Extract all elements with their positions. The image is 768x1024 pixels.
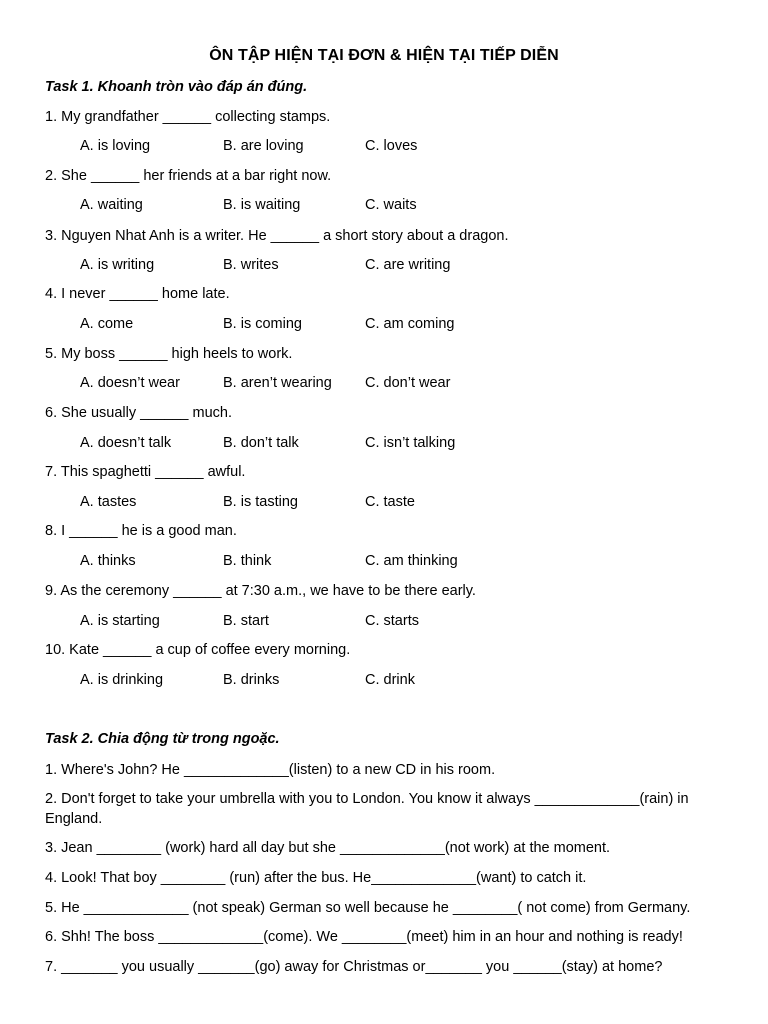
exercise-item: 5. He _____________ (not speak) German so well because he ________( not come) from Germany. [45, 900, 691, 916]
option-b: B. don’t talk [223, 435, 299, 451]
exercise-item: 6. Shh! The boss _____________(come). We ________(meet) him in an hour and nothing is ready! [45, 929, 683, 945]
option-a: A. tastes [80, 494, 137, 510]
exercise-item: 7. _______ you usually _______(go) away for Christmas or_______ you ______(stay) at home? [45, 959, 663, 975]
exercise-item: 3. Jean ________ (work) hard all day but she _____________(not work) at the moment. [45, 840, 611, 856]
option-a: A. is starting [80, 613, 160, 629]
question-text: 7. This spaghetti ______ awful. [45, 464, 246, 480]
question-text: 10. Kate ______ a cup of coffee every morning. [45, 642, 351, 658]
exercise-item: 2. Don't forget to take your umbrella with you to London. You know it always _____________(rain) in England. [45, 791, 689, 827]
option-c: C. taste [365, 494, 415, 510]
question-text: 9. As the ceremony ______ at 7:30 a.m., we have to be there early. [45, 583, 476, 599]
option-a: A. come [80, 316, 134, 332]
task2-heading: Task 2. Chia động từ trong ngoặc. [45, 731, 280, 747]
option-c: C. waits [365, 197, 417, 213]
option-c: C. drink [365, 672, 415, 688]
exercise-item: 1. Where's John? He _____________(listen) to a new CD in his room. [45, 762, 496, 778]
option-a: A. thinks [80, 553, 136, 569]
option-b: B. drinks [223, 672, 280, 688]
task1-heading: Task 1. Khoanh tròn vào đáp án đúng. [45, 79, 308, 95]
question-text: 3. Nguyen Nhat Anh is a writer. He ______ a short story about a dragon. [45, 228, 509, 244]
option-c: C. are writing [365, 257, 451, 273]
option-a: A. doesn’t wear [80, 375, 180, 391]
question-text: 2. She ______ her friends at a bar right now. [45, 168, 332, 184]
exercise-item: 4. Look! That boy ________ (run) after the bus. He_____________(want) to catch it. [45, 870, 587, 886]
option-c: C. isn’t talking [365, 435, 456, 451]
option-b: B. writes [223, 257, 279, 273]
option-b: B. is tasting [223, 494, 298, 510]
option-b: B. is coming [223, 316, 302, 332]
option-b: B. are loving [223, 138, 304, 154]
option-c: C. starts [365, 613, 419, 629]
option-b: B. think [223, 553, 272, 569]
question-text: 8. I ______ he is a good man. [45, 523, 237, 539]
option-c: C. am thinking [365, 553, 458, 569]
option-a: A. is loving [80, 138, 151, 154]
option-c: C. don’t wear [365, 375, 451, 391]
option-b: B. is waiting [223, 197, 301, 213]
option-a: A. waiting [80, 197, 143, 213]
option-a: A. doesn’t talk [80, 435, 172, 451]
question-text: 1. My grandfather ______ collecting stamps. [45, 109, 331, 125]
question-text: 6. She usually ______ much. [45, 405, 233, 421]
question-text: 5. My boss ______ high heels to work. [45, 346, 293, 362]
page-title: ÔN TẬP HIỆN TẠI ĐƠN & HIỆN TẠI TIẾP DIỄN [209, 47, 559, 64]
option-a: A. is writing [80, 257, 155, 273]
option-b: B. aren’t wearing [223, 375, 332, 391]
question-text: 4. I never ______ home late. [45, 286, 230, 302]
option-c: C. loves [365, 138, 418, 154]
option-b: B. start [223, 613, 269, 629]
option-a: A. is drinking [80, 672, 164, 688]
option-c: C. am coming [365, 316, 455, 332]
